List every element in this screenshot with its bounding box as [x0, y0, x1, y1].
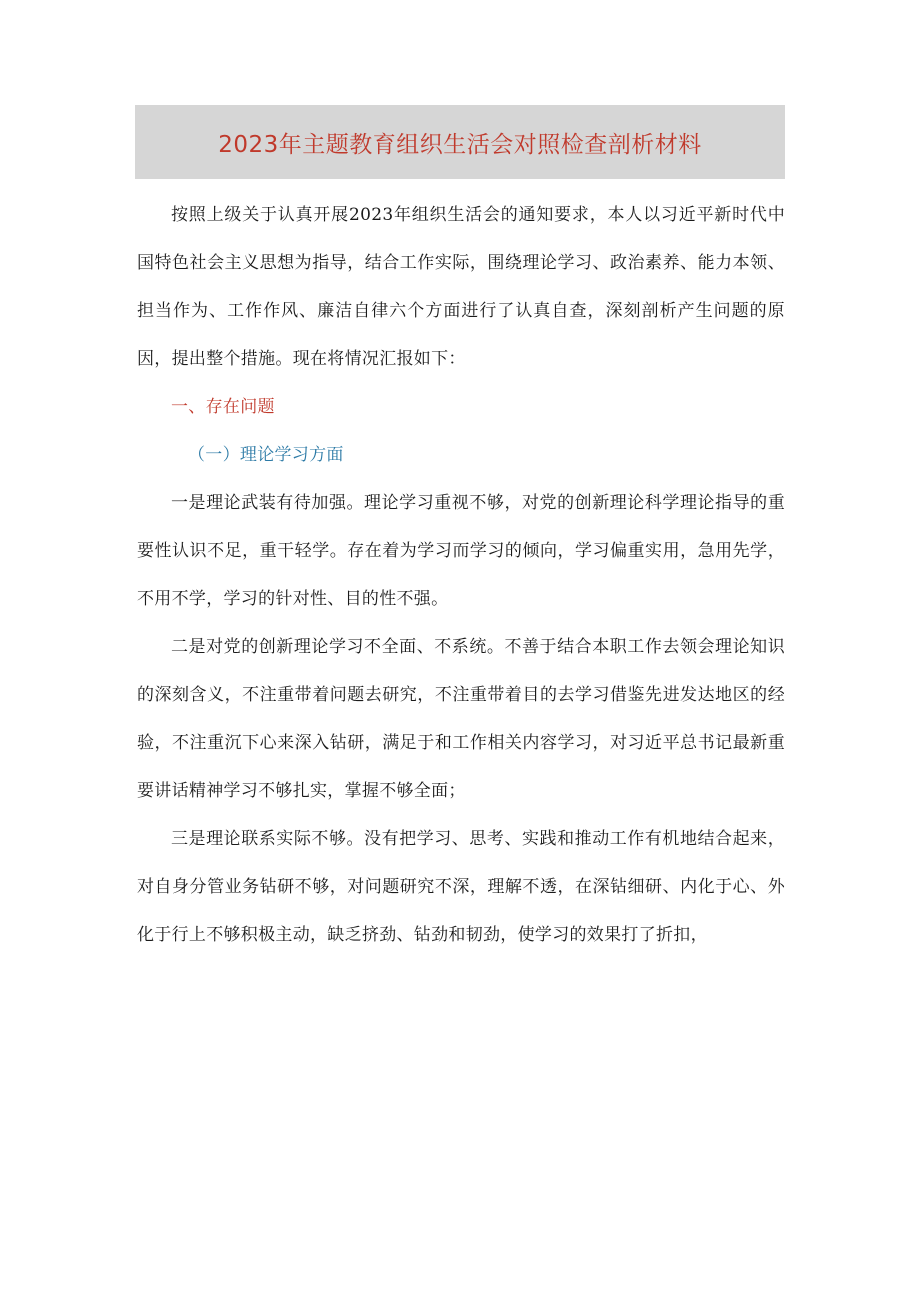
paragraph-3: 三是理论联系实际不够。没有把学习、思考、实践和推动工作有机地结合起来，对自身分管业务钻研不够，对问题研究不深，理解不透，在深钻细研、内化于心、外化于行上不够积极主动，缺乏挤劲、钻劲和韧劲，使学习的效果打了折扣，	[137, 829, 785, 945]
paragraph-1: 一是理论武装有待加强。理论学习重视不够，对党的创新理论科学理论指导的重要性认识不足，重干轻学。存在着为学习而学习的倾向，学习偏重实用，急用先学，不用不学，学习的针对性、目的性不强。	[137, 493, 785, 609]
subsection-heading: （一）理论学习方面	[188, 445, 344, 465]
document-title: 2023年主题教育组织生活会对照检查剖析材料	[218, 131, 702, 158]
document-body	[137, 191, 785, 959]
title-band	[135, 105, 785, 179]
section-heading: 一、存在问题	[171, 397, 275, 417]
intro-paragraph: 按照上级关于认真开展2023年组织生活会的通知要求，本人以习近平新时代中国特色社会主义思想为指导，结合工作实际，围绕理论学习、政治素养、能力本领、担当作为、工作作风、廉洁自律六个方面进行了认真自查，深刻剖析产生问题的原因，提出整个措施。现在将情况汇报如下：	[137, 205, 785, 369]
paragraph-2: 二是对党的创新理论学习不全面、不系统。不善于结合本职工作去领会理论知识的深刻含义，不注重带着问题去研究，不注重带着目的去学习借鉴先进发达地区的经验，不注重沉下心来深入钻研，满足于和工作相关内容学习，对习近平总书记最新重要讲话精神学习不够扎实，掌握不够全面；	[137, 637, 785, 801]
